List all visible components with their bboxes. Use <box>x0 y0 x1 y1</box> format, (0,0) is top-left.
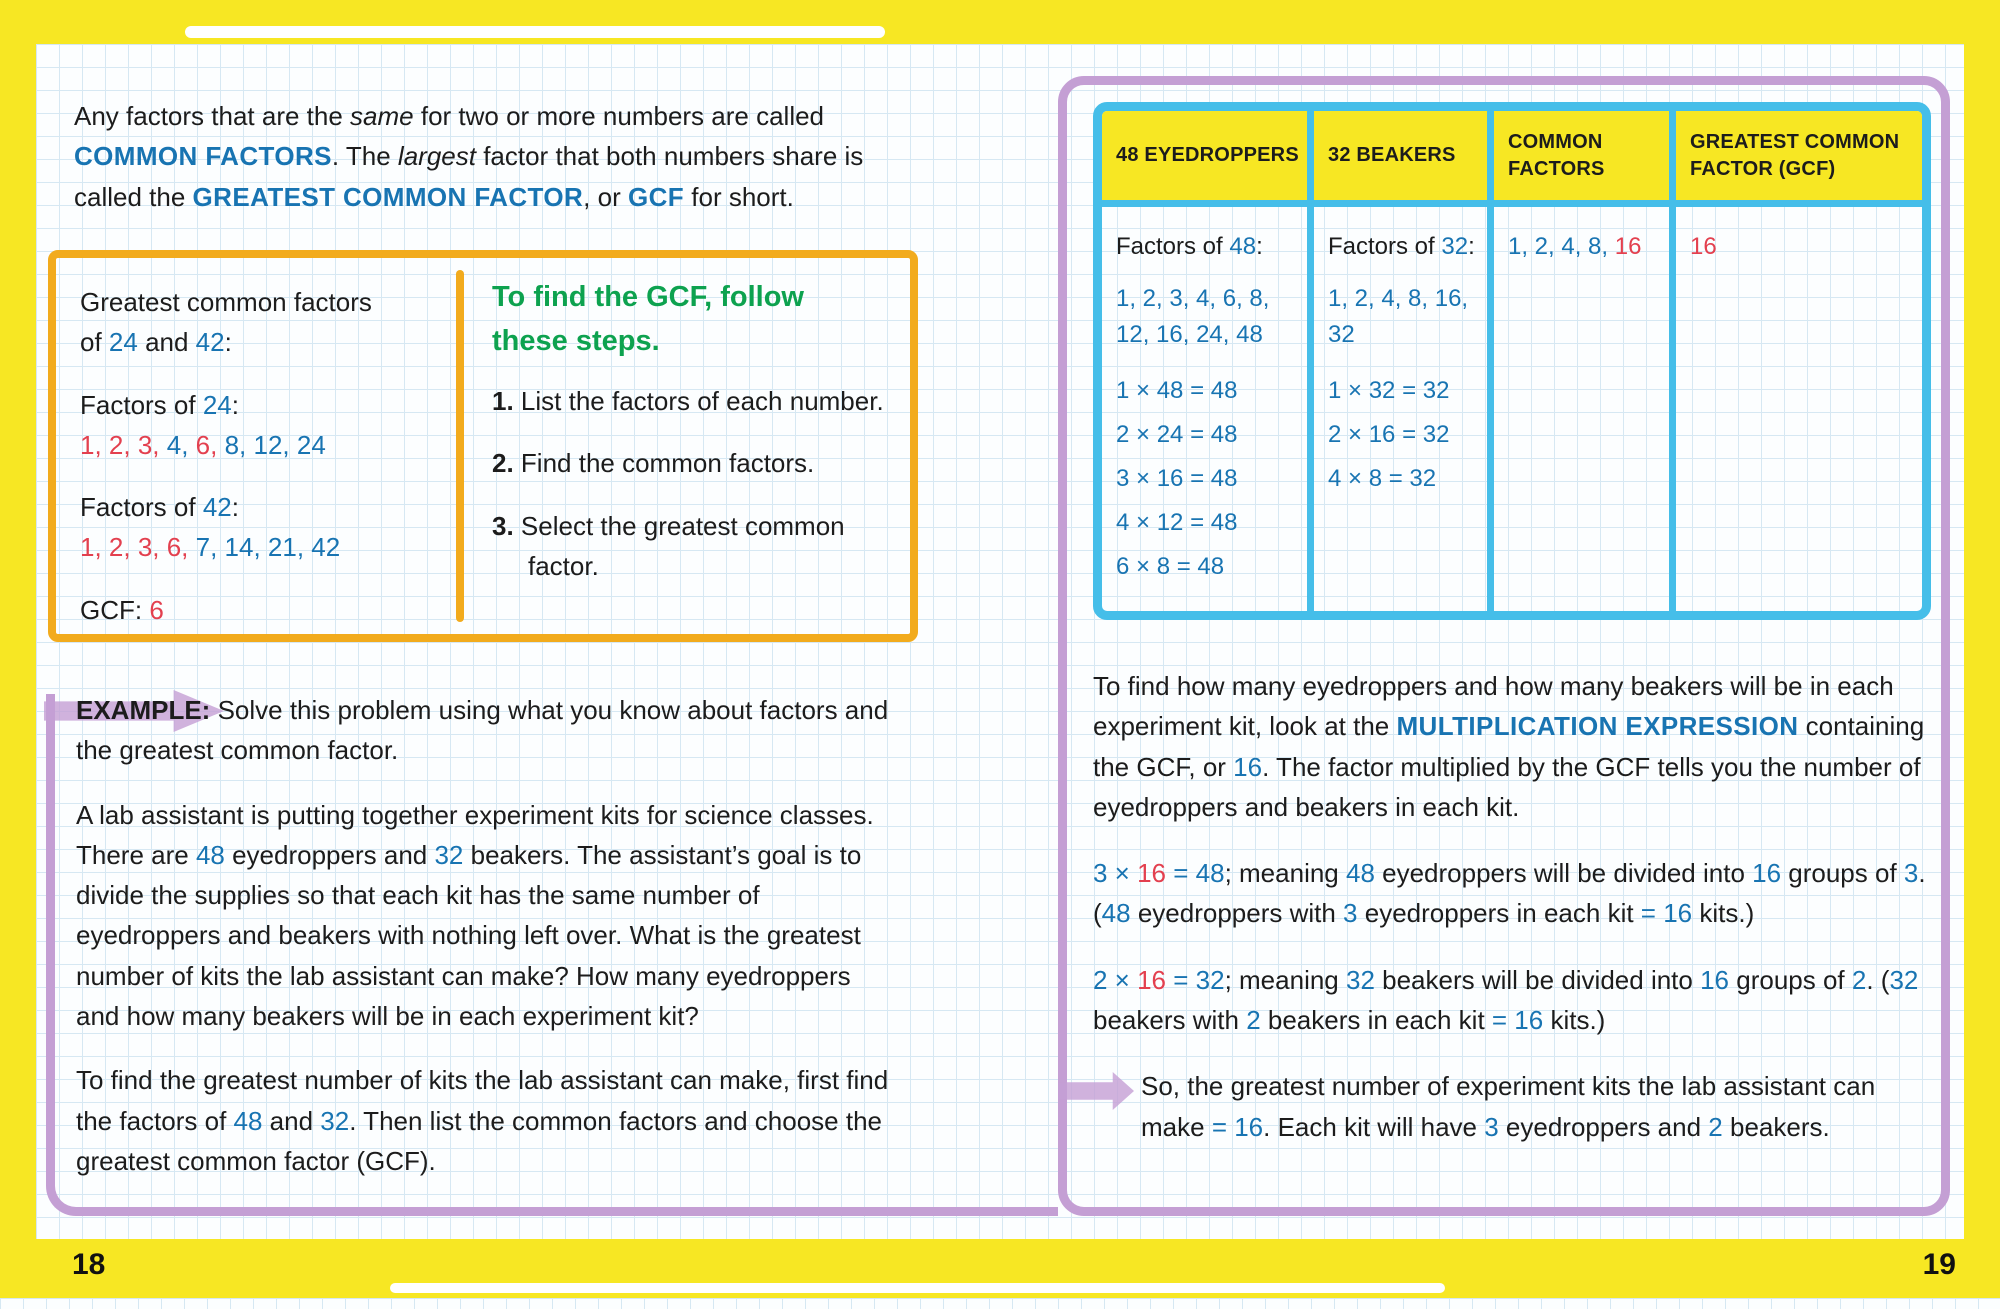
gcf-worked-example <box>56 258 456 634</box>
table-cell-factors-48 <box>1102 207 1314 611</box>
mult-pairs-32 <box>1328 373 1479 497</box>
gcf-table <box>1093 102 1931 620</box>
factors-32-label: Factors of 32: <box>1328 233 1475 260</box>
factors-24-label: Factors of 24: <box>80 389 239 420</box>
example-problem: A lab assistant is putting together experiment kits for science classes. There are 48 eyedroppers and 32 beakers. The assistant’s goal is to divide the supplies so that each kit has the same number of eyedroppers and beakers with nothing left over. What is the greatest number of kits the lab assistant can make? How many eyedroppers and how many beakers will be in each experiment kit? <box>76 799 874 1032</box>
intro-paragraph: Any factors that are the same for two or more numbers are called COMMON FACTORS. The largest factor that both numbers share is called the GREATEST COMMON FACTOR, or GCF for short. <box>74 101 864 212</box>
table-cell-factors-32 <box>1314 207 1494 611</box>
step-1: 1. List the factors of each number. <box>492 386 884 416</box>
table-header-common-factors: COMMON FACTORS <box>1494 111 1676 207</box>
page-number-left: 18 <box>72 1248 106 1281</box>
solution-text <box>1093 666 1945 1173</box>
table-cell-gcf <box>1676 207 1922 611</box>
step-3: 3. Select the greatest common factor. <box>492 510 845 581</box>
factors-42-label: Factors of 42: <box>80 492 239 523</box>
step-2: 2. Find the common factors. <box>492 448 815 479</box>
gcf-example-title: Greatest common factors of 24 and 42: <box>80 287 372 358</box>
factors-48-label: Factors of 48: <box>1116 233 1263 260</box>
solution-p2: 3 × 16 = 48; meaning 48 eyedroppers will be divided into 16 groups of 3. (48 eyedroppers with 3 eyedroppers in each kit = 16 kits.) <box>1093 858 1926 929</box>
table-header-beakers: 32 BEAKERS <box>1314 111 1494 207</box>
gcf-steps-panel <box>464 258 910 634</box>
frame-highlight-bottom <box>390 1283 1445 1293</box>
example-section <box>76 690 894 1205</box>
example-intro: EXAMPLE: Solve this problem using what you know about factors and the greatest common factor. <box>76 695 889 766</box>
factors-48-list: 1, 2, 3, 4, 6, 8, 12, 16, 24, 48 <box>1116 285 1270 348</box>
common-factors-value: 1, 2, 4, 8, 16 <box>1508 233 1642 260</box>
gcf-lesson-box <box>48 250 918 642</box>
mult-48-row: 6 × 8 = 48 <box>1116 553 1225 580</box>
factors-of-24 <box>80 385 444 466</box>
solution-p1: To find how many eyedroppers and how many beakers will be in each experiment kit, look at the MULTIPLICATION EXPRESSION containing the GCF, or 16. The factor multiplied by the GCF tells you the number of eyedroppers and beakers in each kit. <box>1093 671 1925 822</box>
solution-conclusion: So, the greatest number of experiment kits the lab assistant can make = 16. Each kit will have 3 eyedroppers and 2 beakers. <box>1141 1071 1876 1142</box>
mult-32-row: 1 × 32 = 32 <box>1328 377 1450 404</box>
mult-32-row: 2 × 16 = 32 <box>1328 421 1450 448</box>
factors-24-list: 1, 2, 3, 4, 6, 8, 12, 24 <box>80 429 326 460</box>
factors-32-list: 1, 2, 4, 8, 16, 32 <box>1328 285 1469 348</box>
mult-48-row: 3 × 16 = 48 <box>1116 465 1238 492</box>
solution-p3: 2 × 16 = 32; meaning 32 beakers will be divided into 16 groups of 2. (32 beakers with 2 beakers in each kit = 16 kits.) <box>1093 964 1919 1036</box>
example-instruction: To find the greatest number of kits the lab assistant can make, first find the factors of 48 and 32. Then list the common factors and choose the greatest common factor (GCF). <box>76 1065 889 1176</box>
factors-42-list: 1, 2, 3, 6, 7, 14, 21, 42 <box>80 532 341 563</box>
table-cell-common-factors <box>1494 207 1676 611</box>
box-divider <box>456 270 464 622</box>
steps-list <box>492 381 896 586</box>
page-number-right: 19 <box>1922 1248 1956 1281</box>
table-header-gcf: GREATEST COMMON FACTOR (GCF) <box>1676 111 1922 207</box>
gcf-value: 16 <box>1690 233 1717 260</box>
mult-pairs-48 <box>1116 373 1299 585</box>
mult-32-row: 4 × 8 = 32 <box>1328 465 1437 492</box>
mult-48-row: 4 × 12 = 48 <box>1116 509 1238 536</box>
frame-highlight-top <box>185 26 885 38</box>
table-header-eyedroppers: 48 EYEDROPPERS <box>1102 111 1314 207</box>
steps-heading: To find the GCF, follow these steps. <box>492 281 804 357</box>
mult-48-row: 1 × 48 = 48 <box>1116 377 1238 404</box>
gcf-result: GCF: 6 <box>80 594 164 625</box>
mult-48-row: 2 × 24 = 48 <box>1116 421 1238 448</box>
page-bottom-edge <box>0 1298 2000 1309</box>
factors-of-42 <box>80 487 444 568</box>
paper <box>36 44 1964 1239</box>
